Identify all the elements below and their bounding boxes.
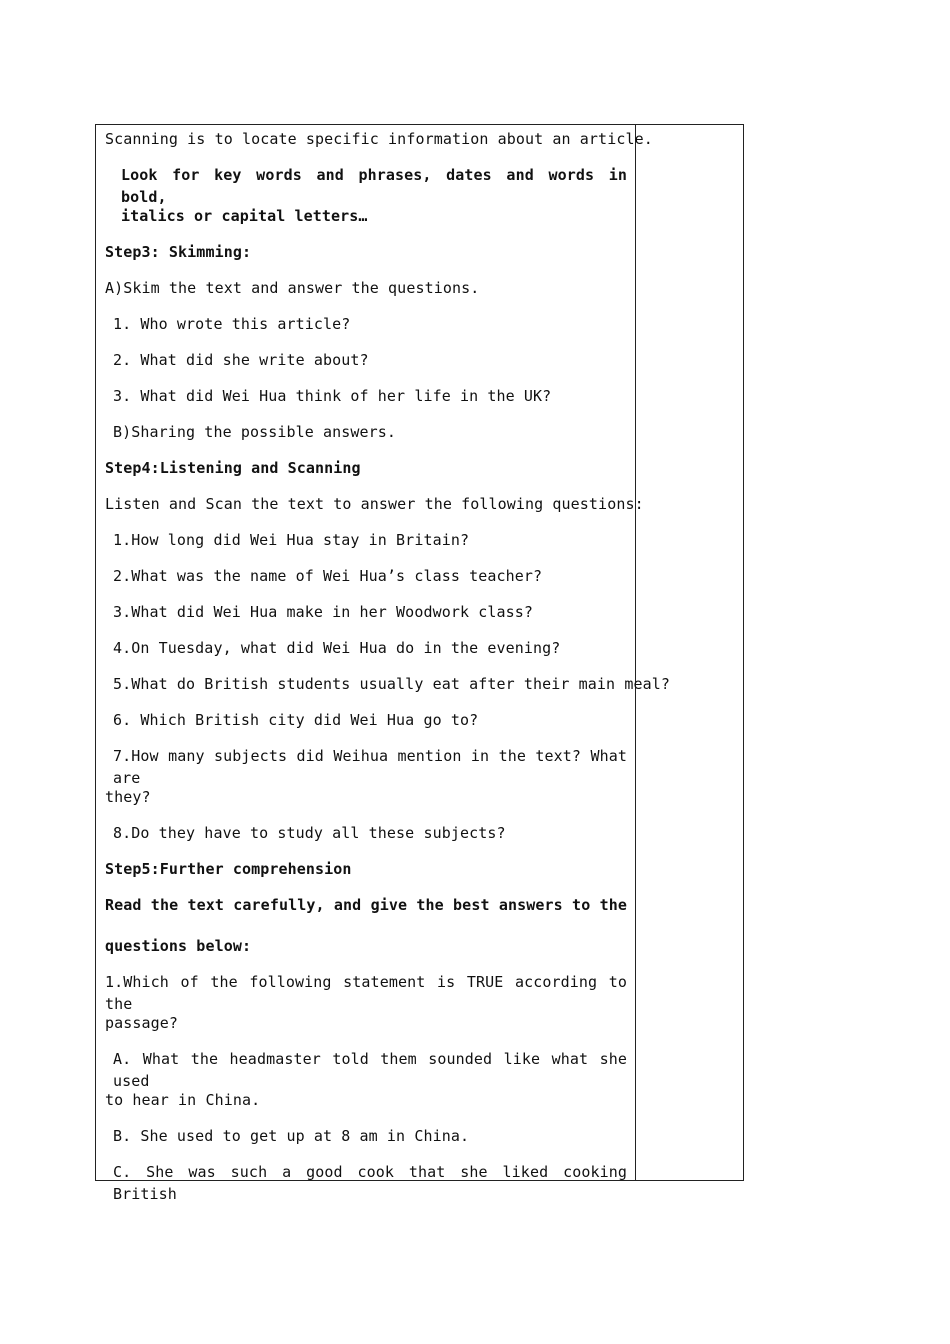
scanning-tip-line-2: italics or capital letters… xyxy=(121,207,368,225)
step4-question-1: 1.How long did Wei Hua stay in Britain? xyxy=(113,531,470,549)
step4-heading: Step4:Listening and Scanning xyxy=(105,459,361,477)
step5-heading: Step5:Further comprehension xyxy=(105,860,352,878)
step4-question-4: 4.On Tuesday, what did Wei Hua do in the evening? xyxy=(113,639,561,657)
step5-instruction-line-2: questions below: xyxy=(105,937,252,955)
option-c-line-1: C. She was such a good cook that she liked cooking British xyxy=(113,1163,627,1203)
step5-question-1-line-1: 1.Which of the following statement is TRUE according to the xyxy=(105,973,627,1013)
lesson-content-cell xyxy=(105,128,670,1203)
step3-question-2: 2. What did she write about? xyxy=(113,351,369,369)
option-a-line-1: A. What the headmaster told them sounded like what she used xyxy=(113,1050,627,1090)
step5-instruction-line-1: Read the text carefully, and give the best answers to the xyxy=(105,896,627,914)
step4-question-3: 3.What did Wei Hua make in her Woodwork class? xyxy=(113,603,534,621)
step4-question-7-line-1: 7.How many subjects did Weihua mention in the text? What are xyxy=(113,747,627,787)
column-divider xyxy=(635,125,636,1180)
step3-question-1: 1. Who wrote this article? xyxy=(113,315,351,333)
step4-question-5: 5.What do British students usually eat after their main meal? xyxy=(113,675,670,693)
option-a-line-2: to hear in China. xyxy=(105,1091,261,1109)
step3-question-3: 3. What did Wei Hua think of her life in the UK? xyxy=(113,387,552,405)
step5-question-1-line-2: passage? xyxy=(105,1014,179,1032)
step4-question-6: 6. Which British city did Wei Hua go to? xyxy=(113,711,479,729)
step3-instruction: A)Skim the text and answer the questions. xyxy=(105,279,480,297)
step4-question-2: 2.What was the name of Wei Hua’s class teacher? xyxy=(113,567,543,585)
step4-instruction: Listen and Scan the text to answer the following questions: xyxy=(105,495,644,513)
scanning-tip-line-1: Look for key words and phrases, dates and words in bold, xyxy=(121,166,627,206)
option-b: B. She used to get up at 8 am in China. xyxy=(113,1127,470,1145)
step3-heading: Step3: Skimming: xyxy=(105,243,252,261)
lesson-table xyxy=(95,124,744,1203)
step3-sharing: B)Sharing the possible answers. xyxy=(113,423,397,441)
step4-question-8: 8.Do they have to study all these subjects? xyxy=(113,824,506,842)
step4-question-7-line-2: they? xyxy=(105,788,151,806)
scanning-definition: Scanning is to locate specific information about an article. xyxy=(105,130,653,148)
